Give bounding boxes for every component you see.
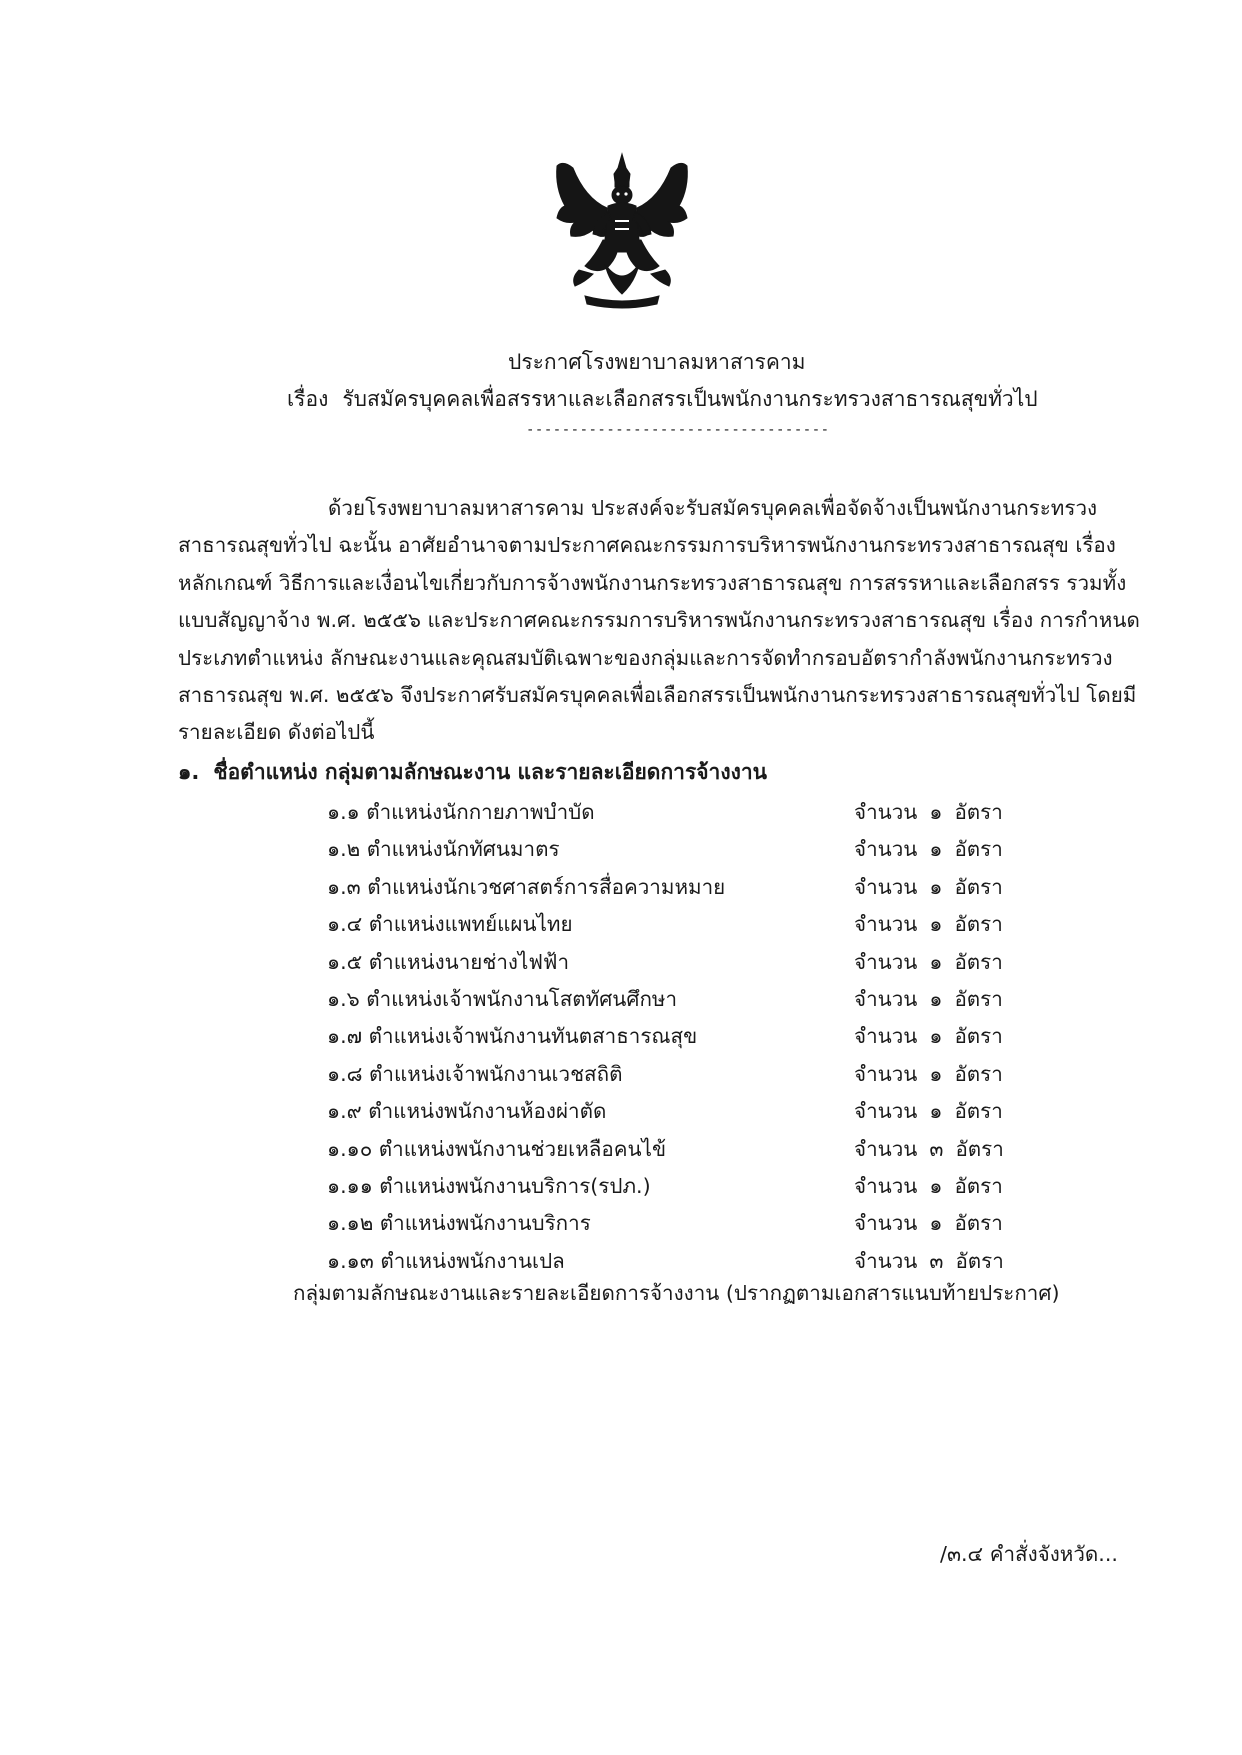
position-item <box>327 940 1027 977</box>
position-name: ๑.๑๐ ตำแหน่งพนักงานช่วยเหลือคนไข้ <box>327 1136 667 1161</box>
position-count <box>854 1020 1015 1053</box>
count-value: ๑ <box>929 1211 943 1236</box>
intro-line: ด้วยโรงพยาบาลมหาสารคาม ประสงค์จะรับสมัครบุคคลเพื่อจัดจ้างเป็นพนักงานกระทรวง <box>328 496 1098 520</box>
position-item <box>327 977 1027 1014</box>
count-value: ๑ <box>929 1024 943 1049</box>
count-value: ๓ <box>929 1136 944 1161</box>
intro-line: รายละเอียด ดังต่อไปนี้ <box>178 720 375 745</box>
announcement-subject <box>287 389 1038 410</box>
announcement-title: ประกาศโรงพยาบาลมหาสารคาม <box>508 350 806 374</box>
position-item <box>327 1127 1027 1164</box>
position-count <box>854 1058 1015 1091</box>
count-label: จำนวน <box>854 949 918 974</box>
count-unit: อัตรา <box>954 986 1003 1011</box>
count-label: จำนวน <box>854 1061 918 1086</box>
position-item <box>327 1164 1027 1201</box>
count-unit: อัตรา <box>955 1136 1004 1161</box>
position-name: ๑.๑๑ ตำแหน่งพนักงานบริการ(รปภ.) <box>327 1173 651 1198</box>
count-unit: อัตรา <box>954 1211 1003 1236</box>
position-count <box>854 871 1015 904</box>
count-unit: อัตรา <box>954 949 1003 974</box>
position-item <box>327 1201 1027 1238</box>
position-count <box>854 946 1015 979</box>
count-unit: อัตรา <box>954 800 1003 824</box>
count-unit: อัตรา <box>954 874 1003 899</box>
count-label: จำนวน <box>854 1099 918 1124</box>
garuda-emblem-icon <box>545 148 700 313</box>
position-name: ๑.๙ ตำแหน่งพนักงานห้องผ่าตัด <box>327 1099 607 1124</box>
count-unit: อัตรา <box>954 1173 1003 1198</box>
position-name: ๑.๓ ตำแหน่งนักเวชศาสตร์การสื่อความหมาย <box>327 874 726 899</box>
count-value: ๑ <box>929 1173 943 1198</box>
count-unit: อัตรา <box>954 837 1003 862</box>
count-unit: อัตรา <box>955 1248 1004 1273</box>
count-value: ๓ <box>929 1248 944 1273</box>
position-item <box>327 1014 1027 1051</box>
count-label: จำนวน <box>854 1136 918 1161</box>
count-label: จำนวน <box>854 1173 918 1198</box>
position-name: ๑.๑๒ ตำแหน่งพนักงานบริการ <box>327 1211 591 1236</box>
count-unit: อัตรา <box>954 1024 1003 1049</box>
position-count <box>854 1133 1016 1166</box>
intro-line: สาธารณสุขทั่วไป ฉะนั้น อาศัยอำนาจตามประกาศคณะกรรมการบริหารพนักงานกระทรวงสาธารณสุข เรื่อง <box>178 533 1116 558</box>
position-item <box>327 1239 1027 1276</box>
position-name: ๑.๖ ตำแหน่งเจ้าพนักงานโสตทัศนศึกษา <box>327 986 678 1011</box>
position-count <box>854 1095 1015 1128</box>
count-label: จำนวน <box>854 986 918 1011</box>
count-label: จำนวน <box>854 1248 918 1273</box>
intro-line: สาธารณสุข พ.ศ. ๒๕๕๖ จึงประกาศรับสมัครบุคคลเพื่อเลือกสรรเป็นพนักงานกระทรวงสาธารณสุขทั่วไป โดยมี <box>178 683 1137 708</box>
positions-list <box>327 790 1027 1276</box>
position-item <box>327 865 1027 902</box>
section-number: ๑. <box>178 760 200 784</box>
positions-footnote: กลุ่มตามลักษณะงานและรายละเอียดการจ้างงาน (ปรากฏตามเอกสารแนบท้ายประกาศ) <box>293 1281 1060 1305</box>
count-label: จำนวน <box>854 874 918 899</box>
position-count <box>854 796 1015 829</box>
position-item <box>327 827 1027 864</box>
position-count <box>854 908 1015 941</box>
count-value: ๑ <box>929 1099 943 1124</box>
title-divider: ---------------------------------- <box>526 422 830 438</box>
position-count <box>854 1170 1015 1203</box>
subject-text: รับสมัครบุคคลเพื่อสรรหาและเลือกสรรเป็นพนักงานกระทรวงสาธารณสุขทั่วไป <box>342 387 1038 411</box>
subject-label: เรื่อง <box>287 387 329 411</box>
position-name: ๑.๑ ตำแหน่งนักกายภาพบำบัด <box>327 800 595 824</box>
count-label: จำนวน <box>854 837 918 862</box>
count-label: จำนวน <box>854 912 918 937</box>
count-value: ๑ <box>929 874 943 899</box>
position-name: ๑.๔ ตำแหน่งแพทย์แผนไทย <box>327 912 573 937</box>
count-unit: อัตรา <box>954 1099 1003 1124</box>
position-name: ๑.๑๓ ตำแหน่งพนักงานเปล <box>327 1248 565 1273</box>
count-label: จำนวน <box>854 1211 918 1236</box>
count-value: ๑ <box>929 1061 943 1086</box>
position-count <box>854 1207 1015 1240</box>
intro-line: หลักเกณฑ์ วิธีการและเงื่อนไขเกี่ยวกับการจ้างพนักงานกระทรวงสาธารณสุข การสรรหาและเลือกสรร รวมทั้ง <box>178 570 1127 595</box>
count-value: ๑ <box>929 912 943 937</box>
position-name: ๑.๕ ตำแหน่งนายช่างไฟฟ้า <box>327 949 570 974</box>
page-continuation: /๓.๔ คำสั่งจังหวัด... <box>940 1542 1118 1566</box>
count-value: ๑ <box>929 986 943 1011</box>
position-item <box>327 1089 1027 1126</box>
section-heading <box>178 762 767 783</box>
intro-line: ประเภทตำแหน่ง ลักษณะงานและคุณสมบัติเฉพาะของกลุ่มและการจัดทำกรอบอัตรากำลังพนักงานกระทรวง <box>178 645 1113 670</box>
count-value: ๑ <box>929 837 943 862</box>
position-item <box>327 902 1027 939</box>
position-item <box>327 1052 1027 1089</box>
position-name: ๑.๘ ตำแหน่งเจ้าพนักงานเวชสถิติ <box>327 1061 623 1086</box>
position-item <box>327 790 1027 827</box>
position-count <box>854 983 1015 1016</box>
count-unit: อัตรา <box>954 912 1003 937</box>
count-label: จำนวน <box>854 1024 918 1049</box>
count-value: ๑ <box>929 949 943 974</box>
position-count <box>854 833 1015 866</box>
count-unit: อัตรา <box>954 1061 1003 1086</box>
count-value: ๑ <box>929 800 943 824</box>
position-name: ๑.๒ ตำแหน่งนักทัศนมาตร <box>327 837 560 862</box>
position-count <box>854 1245 1016 1278</box>
section-title: ชื่อตำแหน่ง กลุ่มตามลักษณะงาน และรายละเอียดการจ้างงาน <box>213 760 767 784</box>
intro-paragraph <box>178 490 1140 752</box>
position-name: ๑.๗ ตำแหน่งเจ้าพนักงานทันตสาธารณสุข <box>327 1024 698 1049</box>
count-label: จำนวน <box>854 800 918 824</box>
intro-line: แบบสัญญาจ้าง พ.ศ. ๒๕๕๖ และประกาศคณะกรรมการบริหารพนักงานกระทรวงสาธารณสุข เรื่อง การกำหนด <box>178 608 1140 633</box>
